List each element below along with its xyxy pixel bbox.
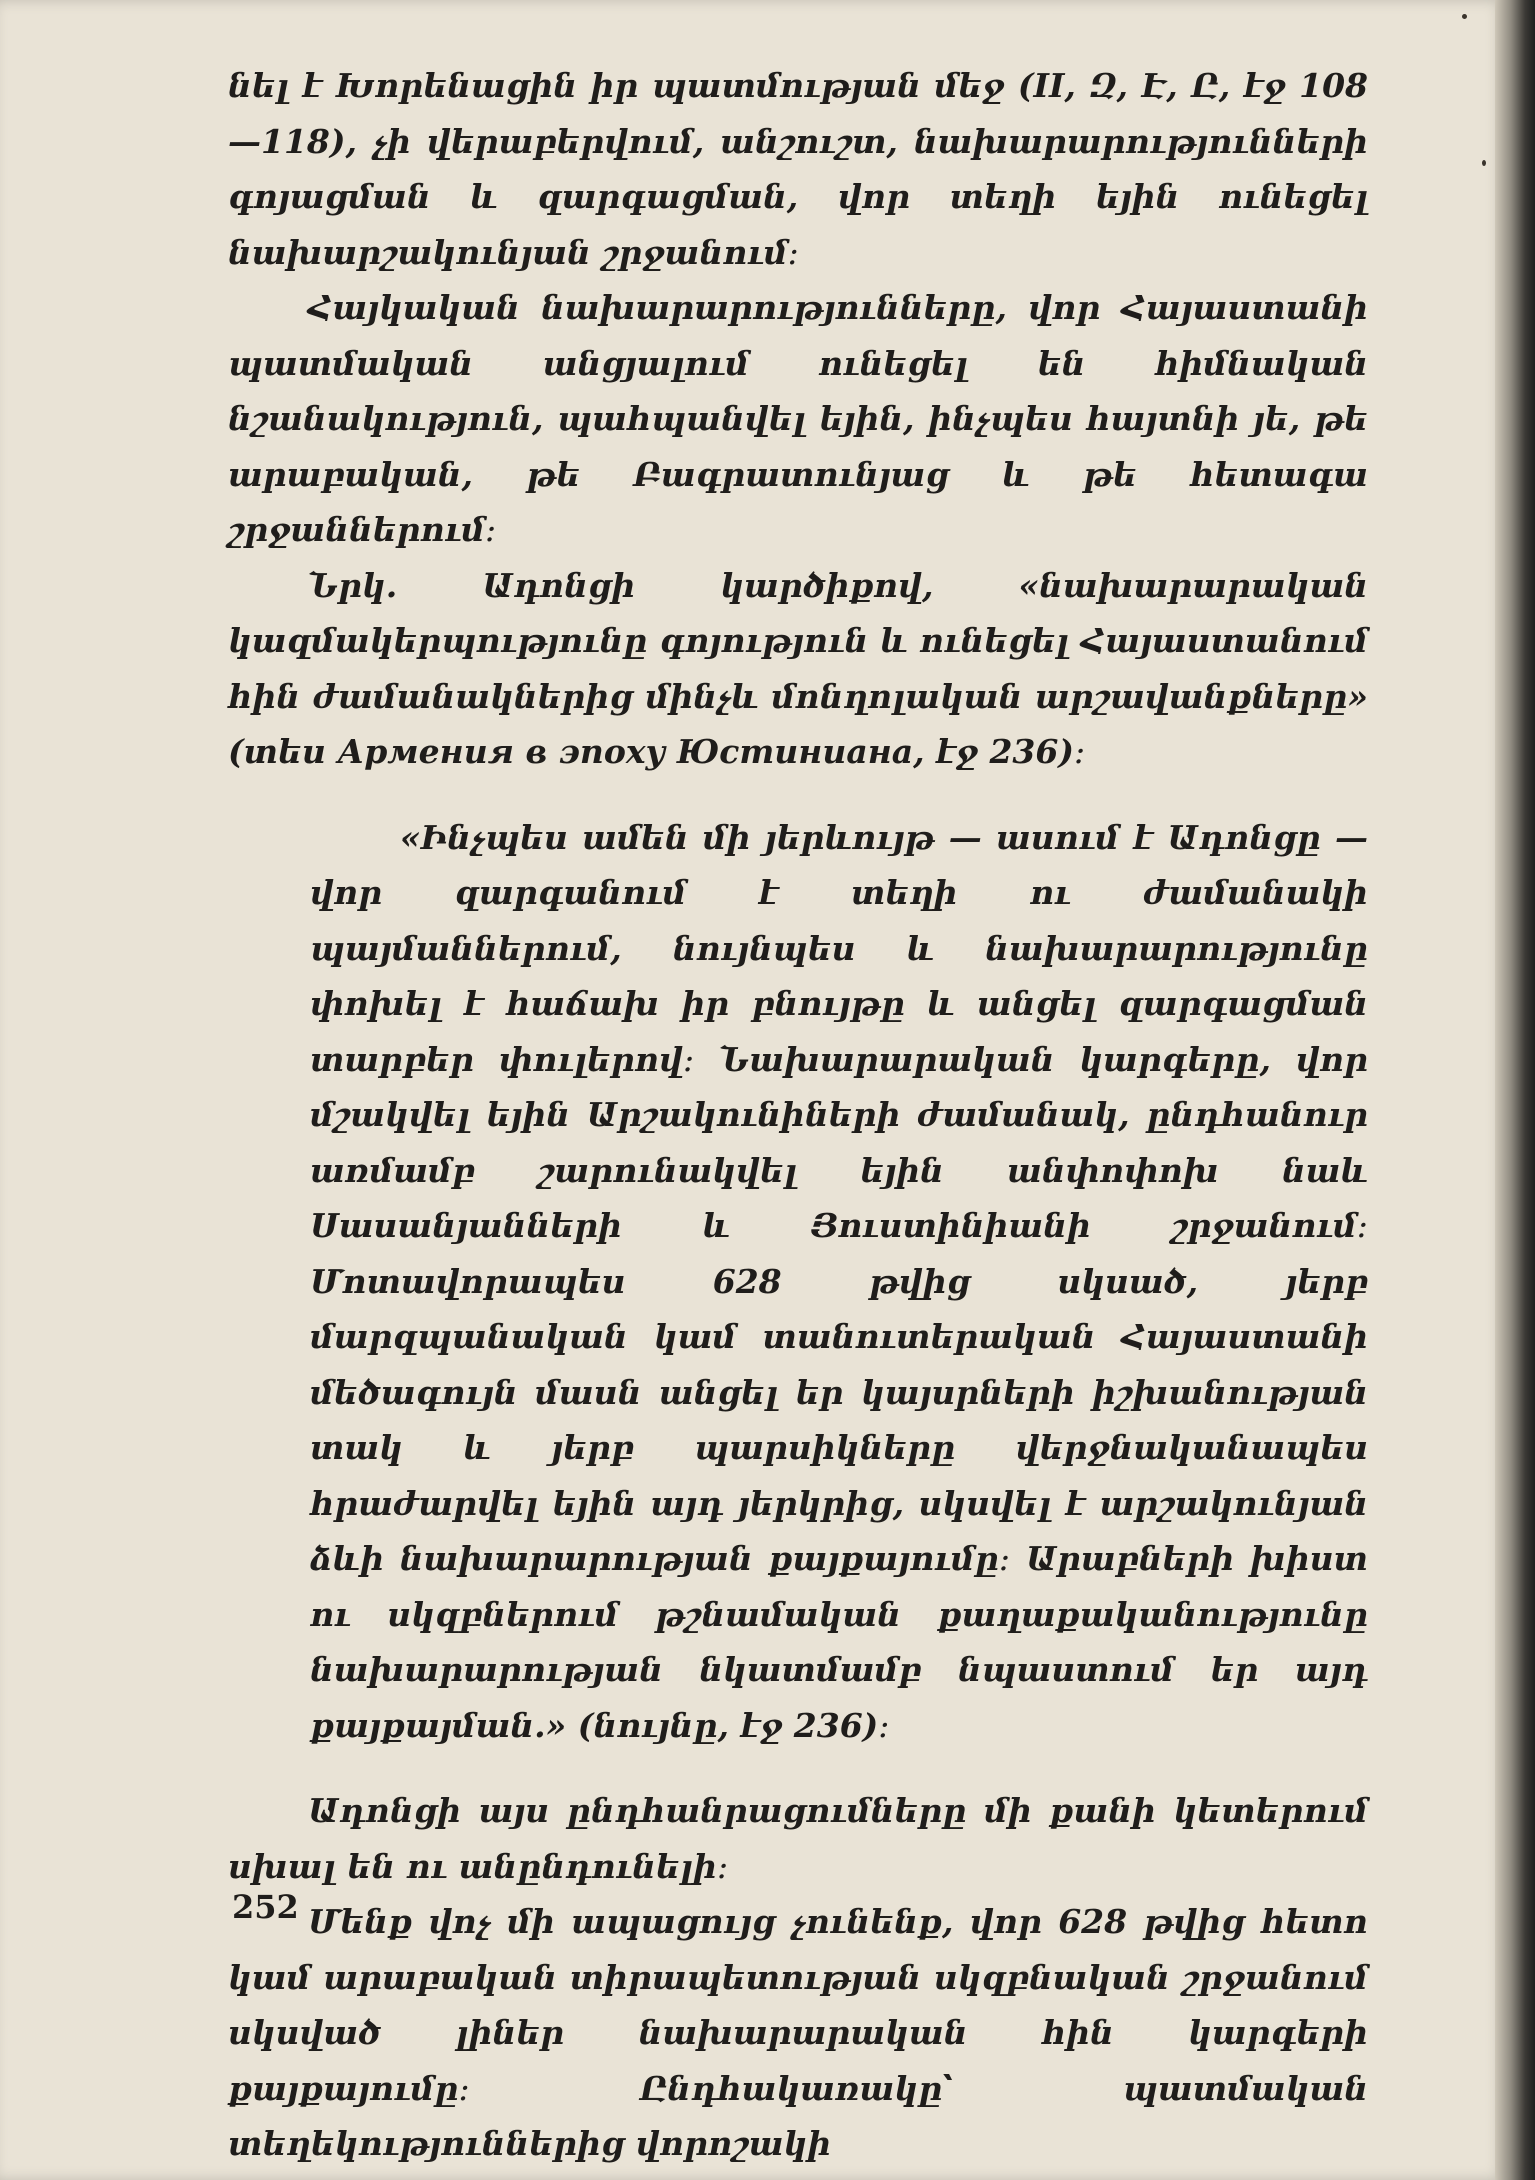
paragraph-nakhararutyunner: Հայկական նախարարությունները, վոր Հայաստանի պատմական անցյալում ունեցել են հիմնական նշանակություն, պահպանվել եյին, ինչպես հայտնի յե, թե արաբական, թե Բագրատունյաց և թե հետագա շրջաններում։ xyxy=(228,288,1368,549)
block-quote-adontz: «Ինչպես ամեն մի յերևույթ — ասում է Ադոնցը — վոր զարգանում է տեղի ու ժամանակի պայմաններում, նույնպես և նախարարությունը փոխել է հաճախ իր բնույթը և անցել զարգացման տարբեր փուլերով։ Նախարարական կարգերը, վոր մշակվել եյին Արշակունիների ժամանակ, ընդհանուր առմամբ շարունակվել եյին անփոփոխ նաև Սասանյանների և Յուստինիանի շրջանում։ Մոտավորապես 628 թվից սկսած, յերբ մարզպանական կամ տանուտերական Հայաստանի մեծագույն մասն անցել եր կայսրների իշխանության տակ և յերբ պարսիկները վերջնականապես հրաժարվել եյին այդ յերկրից, սկսվել է արշակունյան ձևի նախարարության քայքայումը։ Արաբների խիստ ու սկզբներում թշնամական քաղաքականությունը նախարարության նկատմամբ նպաստում եր այդ քայքայման.» (նույնը, էջ 236)։ xyxy=(310,817,1368,1745)
paper-speck xyxy=(1462,14,1467,19)
paragraph-continuation: նել է Խորենացին իր պատմության մեջ (II, Զ, Է, Ը, էջ 108—118), չի վերաբերվում, անշուշտ, նախարարությունների գոյացման և զարգացման, վոր տեղի եյին ունեցել նախարշակունյան շրջանում։ xyxy=(228,66,1368,272)
page-number: 252 xyxy=(232,1888,299,1926)
page-text-body xyxy=(228,58,1368,2172)
paper-speck xyxy=(1482,160,1486,166)
paragraph-generalizations: Ադոնցի այս ընդհանրացումները մի քանի կետերում սխալ են ու անընդունելի։ xyxy=(228,1791,1368,1886)
book-spine-shadow xyxy=(1495,0,1535,2180)
paragraph-adontz-opinion: Նրկ. Ադոնցի կարծիքով, «նախարարական կազմակերպությունը գոյություն և ունեցել Հայաստանում հին ժամանակներից մինչև մոնղոլական արշավանքները» (տես Армения в эпоху Юстиниана, էջ 236)։ xyxy=(228,565,1368,771)
paragraph-no-evidence: Մենք վոչ մի ապացույց չունենք, վոր 628 թվից հետո կամ արաբական տիրապետության սկզբնական շրջանում սկսված լիներ նախարարական հին կարգերի քայքայումը։ Ընդհակառակը՝ պատմական տեղեկություններից վորոշակի xyxy=(228,1902,1368,2163)
